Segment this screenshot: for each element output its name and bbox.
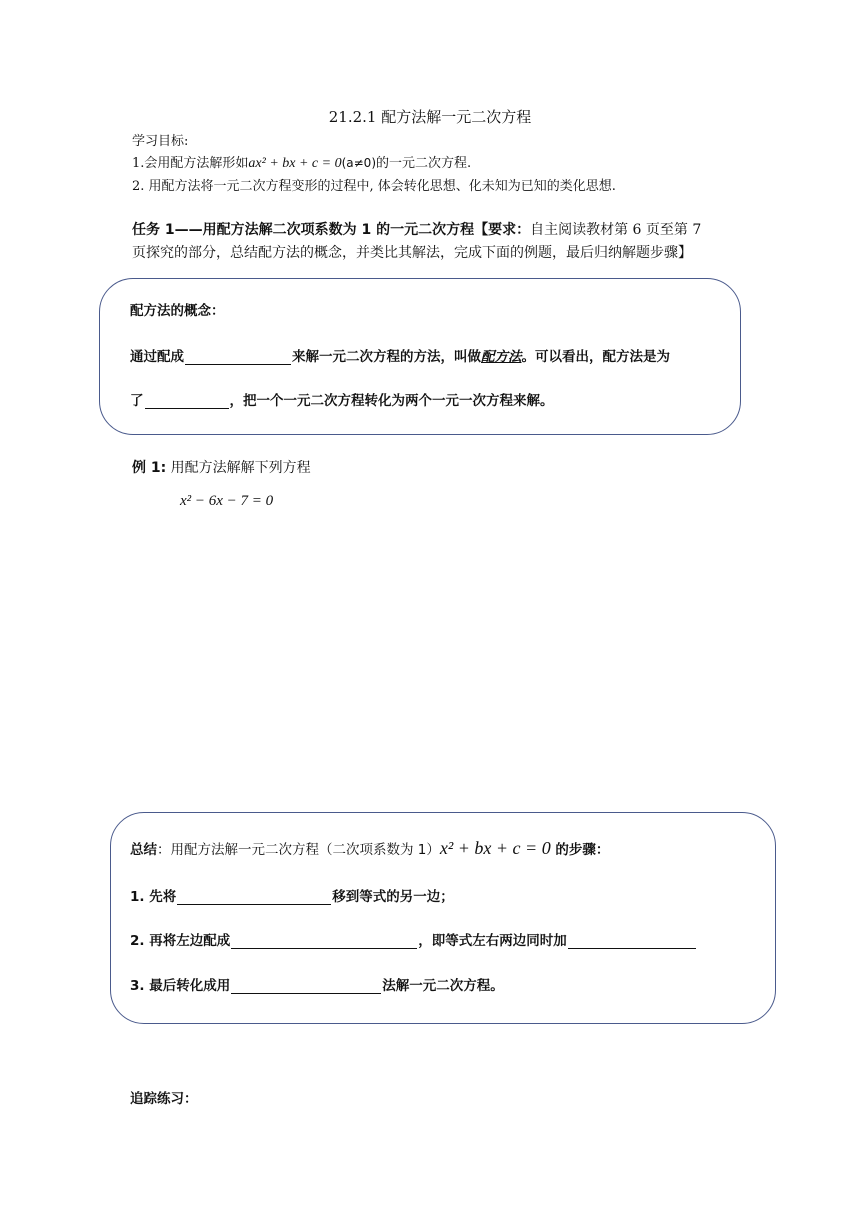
summary-heading	[130, 838, 609, 859]
blank-1[interactable]	[185, 350, 291, 365]
concept-line2-b: ，把一个一元二次方程转化为两个一元一次方程来解。	[229, 393, 554, 409]
step2-a: 2. 再将左边配成	[130, 933, 231, 949]
example1-equation: x² − 6x − 7 = 0	[180, 493, 274, 509]
summary-heading-b: ：用配方法解一元二次方程（二次项系数为 1）	[157, 842, 440, 858]
step3-b: 法解一元二次方程。	[382, 978, 504, 994]
objective-1-condition: (a≠0)	[341, 156, 376, 170]
concept-line1-a: 通过配成	[130, 349, 184, 365]
summary-heading-a: 总结	[130, 842, 157, 858]
step3-a: 3. 最后转化成用	[130, 978, 231, 994]
blank-4[interactable]	[231, 934, 417, 949]
example1	[132, 457, 311, 477]
summary-step-2	[130, 929, 697, 949]
task1-line1	[132, 219, 701, 239]
blank-2[interactable]	[145, 394, 229, 409]
concept-line1-b: 来解一元二次方程的方法，叫做	[292, 349, 481, 365]
concept-line1	[130, 345, 670, 365]
example1-text: 用配方法解解下列方程	[170, 460, 311, 476]
page-title: 21.2.1 配方法解一元二次方程	[328, 108, 532, 126]
objective-1-prefix: 1.会用配方法解形如	[132, 156, 249, 171]
summary-step-1	[130, 885, 454, 905]
task1-label: 任务 1——用配方法解二次项系数为 1 的一元二次方程【要求：	[132, 222, 531, 238]
task1-line2: 页探究的部分，总结配方法的概念，并类比其解法，完成下面的例题，最后归纳解题步骤】	[132, 245, 692, 261]
step1-b: 移到等式的另一边；	[332, 889, 454, 905]
blank-6[interactable]	[231, 979, 381, 994]
blank-3[interactable]	[177, 890, 331, 905]
summary-step-3	[130, 974, 504, 994]
concept-line1-c: 。可以看出，配方法是为	[521, 349, 670, 365]
objectives-heading: 学习目标:	[132, 134, 189, 149]
summary-equation: x² + bx + c = 0	[439, 838, 551, 858]
summary-heading-c: 的步骤：	[555, 842, 610, 858]
practice-label: 追踪练习：	[130, 1091, 198, 1107]
step2-b: ，即等式左右两边同时加	[418, 933, 567, 949]
term-peifangfa: 配方法	[481, 349, 522, 365]
concept-line2	[130, 389, 554, 409]
concept-heading: 配方法的概念：	[130, 303, 225, 319]
step1-a: 1. 先将	[130, 889, 177, 905]
example1-label: 例 1:	[132, 460, 167, 476]
objective-1-equation: ax² + bx + c = 0	[248, 156, 342, 171]
blank-5[interactable]	[568, 934, 696, 949]
objective-1-suffix: 的一元二次方程.	[376, 156, 472, 171]
objective-2: 2. 用配方法将一元二次方程变形的过程中, 体会转化思想、化未知为已知的类化思想.	[132, 179, 616, 194]
task1-instructions: 自主阅读教材第 6 页至第 7	[530, 222, 702, 238]
concept-line2-a: 了	[130, 393, 144, 409]
objective-1	[132, 152, 471, 172]
